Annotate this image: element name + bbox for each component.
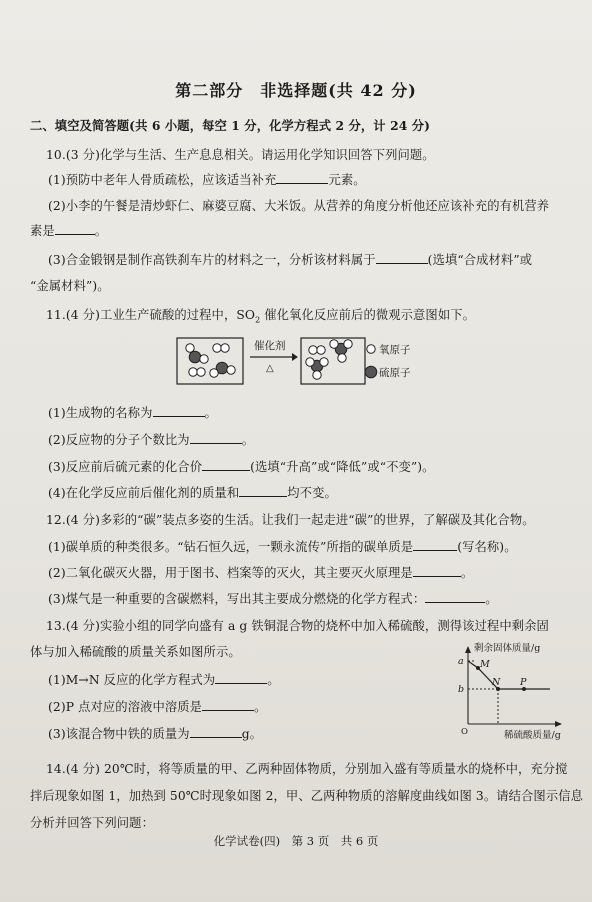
q13-part2: (2)P 点对应的溶液中溶质是 。 bbox=[48, 700, 267, 714]
answer-blank[interactable] bbox=[202, 699, 254, 711]
oxygen-atom bbox=[317, 346, 325, 354]
y-axis-arrow-icon bbox=[465, 646, 471, 653]
q11-part4: (4)在化学反应前后催化剂的质量和 均不变。 bbox=[48, 486, 337, 500]
answer-blank[interactable] bbox=[239, 485, 287, 497]
oxygen-atom bbox=[200, 355, 208, 363]
oxygen-atom bbox=[189, 368, 197, 376]
oxygen-atom bbox=[313, 371, 321, 379]
q13-part1: (1)M→N 反应的化学方程式为 。 bbox=[48, 673, 280, 687]
answer-blank[interactable] bbox=[276, 172, 328, 184]
q12-part3: (3)煤气是一种重要的含碳燃料，写出其主要成分燃烧的化学方程式： 。 bbox=[48, 592, 498, 606]
q12-part1: (1)碳单质的种类很多。“钻石恒久远，一颗永流传”所指的碳单质是 (写名称)。 bbox=[48, 540, 517, 554]
q10-part3-line1: (3)合金锻钢是制作高铁刹车片的材料之一，分析该材料属于 (选填“合成材料”或 bbox=[48, 253, 533, 267]
tick-a: a bbox=[458, 656, 464, 667]
legend-sulfur-label: 硫原子 bbox=[379, 367, 411, 379]
label-N: N bbox=[492, 677, 501, 688]
q10-stem: 10.(3 分)化学与生活、生产息息相关。请运用化学知识回答下列问题。 bbox=[46, 148, 435, 162]
q12-stem: 12.(4 分)多彩的“碳”装点多姿的生活。让我们一起走进“碳”的世界，了解碳及其化合物。 bbox=[46, 513, 535, 527]
oxygen-atom bbox=[306, 358, 314, 366]
product-particles bbox=[306, 340, 352, 379]
mass-relation-graph bbox=[452, 640, 564, 740]
answer-blank[interactable] bbox=[215, 672, 267, 684]
oxygen-atom bbox=[309, 346, 317, 354]
oxygen-atom bbox=[210, 369, 218, 377]
y-axis-label: 剩余固体质量/g bbox=[474, 643, 541, 654]
answer-blank[interactable] bbox=[202, 459, 250, 471]
q14-line2: 拌后现象如图 1，加热到 50℃时现象如图 2，甲、乙两种物质的溶解度曲线如图 3。请结合图示信息 bbox=[30, 789, 583, 803]
label-M: M bbox=[480, 659, 490, 670]
q11-part3: (3)反应前后硫元素的化合价 (选填“升高”或“降低”或“不变”)。 bbox=[48, 460, 435, 474]
q10-part1: (1)预防中老年人骨质疏松，应该适当补充 元素。 bbox=[48, 173, 366, 187]
q10-part2-line2: 素是 。 bbox=[30, 224, 108, 238]
legend-sulfur-icon bbox=[365, 366, 377, 378]
answer-blank[interactable] bbox=[425, 591, 485, 603]
q10-part3-line2: “金属材料”)。 bbox=[30, 279, 110, 293]
q14-line3: 分析并回答下列问题： bbox=[30, 816, 154, 830]
legend-oxygen-icon bbox=[367, 345, 375, 353]
x-axis-arrow-icon bbox=[555, 721, 562, 727]
answer-blank[interactable] bbox=[413, 539, 457, 551]
oxygen-atom bbox=[344, 340, 352, 348]
oxygen-atom bbox=[186, 344, 194, 352]
heat-symbol: △ bbox=[266, 363, 274, 374]
q11-part1: (1)生成物的名称为 。 bbox=[48, 406, 217, 420]
sulfur-atom bbox=[189, 351, 201, 363]
oxygen-atom bbox=[221, 344, 229, 352]
label-P: P bbox=[520, 677, 527, 688]
section-heading: 二、填空及简答题(共 6 小题，每空 1 分，化学方程式 2 分，计 24 分) bbox=[30, 118, 431, 133]
q11-part2: (2)反应物的分子个数比为 。 bbox=[48, 433, 255, 447]
oxygen-atom bbox=[197, 368, 205, 376]
oxygen-atom bbox=[227, 366, 235, 374]
page-title: 第二部分 非选择题(共 42 分) bbox=[175, 81, 417, 100]
q13-stem-line2: 体与加入稀硫酸的质量关系如图所示。 bbox=[30, 645, 241, 659]
answer-blank[interactable] bbox=[413, 565, 461, 577]
oxygen-atom bbox=[330, 340, 338, 348]
oxygen-atom bbox=[320, 358, 328, 366]
origin-label: O bbox=[461, 727, 468, 737]
answer-blank[interactable] bbox=[376, 252, 428, 264]
q11-stem: 11.(4 分)工业生产硫酸的过程中，$SO_2$ 催化氧化反应前后的微观示意图如下。 bbox=[46, 308, 476, 325]
oxygen-atom bbox=[338, 354, 346, 362]
answer-blank[interactable] bbox=[55, 223, 95, 235]
x-axis-label: 稀硫酸质量/g bbox=[504, 730, 561, 740]
q14-line1: 14.(4 分) 20℃时，将等质量的甲、乙两种固体物质，分别加入盛有等质量水的烧杯中，充分搅 bbox=[46, 762, 568, 776]
oxygen-atom bbox=[213, 344, 221, 352]
q12-part2: (2)二氧化碳灭火器，用于图书、档案等的灭火，其主要灭火原理是 。 bbox=[48, 566, 474, 580]
answer-blank[interactable] bbox=[190, 432, 242, 444]
q13-stem-line1: 13.(4 分)实验小组的同学向盛有 a g 铁铜混合物的烧杯中加入稀硫酸，测得该过程中剩余固 bbox=[46, 619, 549, 633]
legend-oxygen-label: 氧原子 bbox=[379, 344, 411, 356]
reaction-micro-diagram bbox=[170, 332, 432, 390]
answer-blank[interactable] bbox=[153, 405, 205, 417]
tick-b: b bbox=[458, 684, 465, 695]
catalyst-label: 催化剂 bbox=[254, 340, 286, 352]
q10-part2-line1: (2)小李的午餐是清炒虾仁、麻婆豆腐、大米饭。从营养的角度分析他还应该补充的有机营养 bbox=[48, 199, 550, 213]
arrow-head-icon bbox=[292, 353, 298, 361]
reactant-particles bbox=[186, 344, 235, 377]
answer-blank[interactable] bbox=[190, 726, 242, 738]
page-footer: 化学试卷(四) 第 3 页 共 6 页 bbox=[213, 834, 379, 848]
q13-part3: (3)该混合物中铁的质量为 g。 bbox=[48, 727, 263, 741]
